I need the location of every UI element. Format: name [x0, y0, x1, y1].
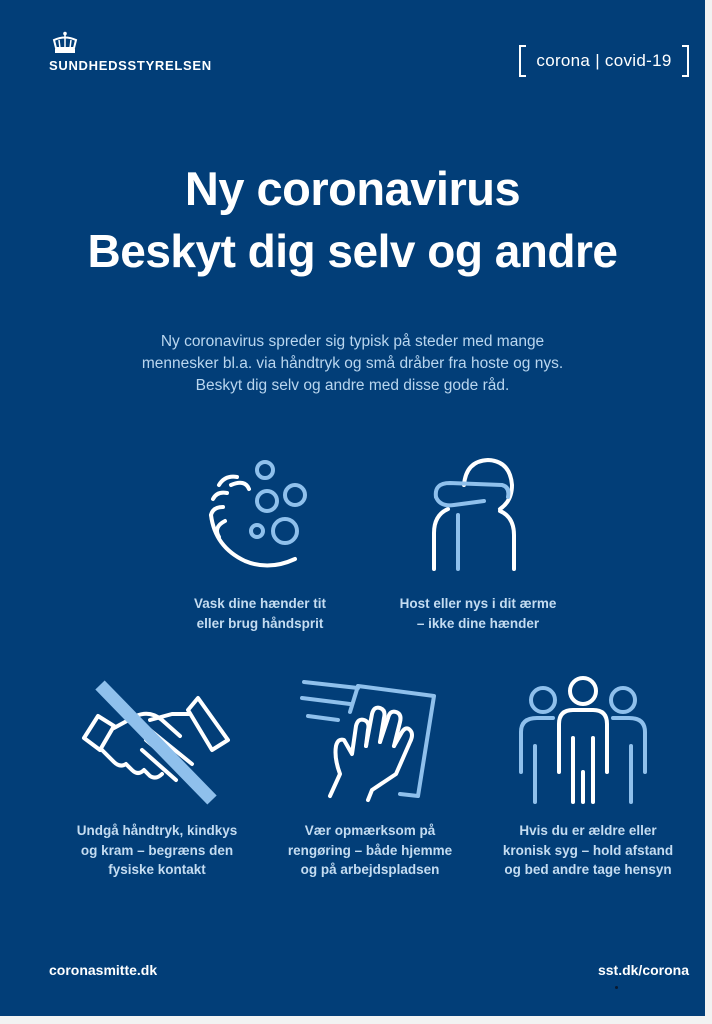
badge-label: corona | covid-19 — [536, 51, 672, 70]
footer-link-sst[interactable]: sst.dk/corona — [597, 962, 689, 978]
caption-line: kronisk syg – hold afstand — [502, 842, 674, 858]
caption-line: og bed andre tage hensyn — [504, 862, 672, 877]
caption-no-handshake — [46, 821, 268, 880]
caption-line: – ikke dine hænder — [416, 615, 540, 631]
caption-line: rengøring – både hjemme — [287, 842, 453, 858]
hand-washing-icon — [205, 455, 315, 575]
caption-line: Vask dine hænder tit — [193, 596, 327, 611]
caption-line: Undgå håndtryk, kindkys — [76, 823, 238, 838]
intro-line-1: Ny coronavirus spreder sig typisk på steder med mange — [160, 333, 545, 350]
no-handshake-icon — [80, 680, 230, 805]
organisation-name: SUNDHEDSSTYRELSEN — [49, 58, 212, 73]
crown-icon — [51, 31, 79, 55]
caption-line: og kram – begræns den — [80, 842, 234, 858]
caption-line: Hvis du er ældre eller — [519, 823, 657, 838]
headline-line-1: Ny coronavirus — [184, 162, 521, 215]
footer-link-coronasmitte[interactable]: coronasmitte.dk — [49, 962, 158, 978]
caption-line: eller brug håndsprit — [196, 615, 324, 631]
keep-distance-icon — [515, 676, 651, 804]
caption-line: fysiske kontakt — [108, 862, 206, 877]
intro-line-2: mennesker bl.a. via håndtryk og små dråber fra hoste og nys. — [141, 355, 564, 372]
caption-line: Vær opmærksom på — [304, 823, 436, 838]
caption-hand-washing — [160, 594, 360, 633]
headline-line-2: Beskyt dig selv og andre — [87, 225, 618, 277]
caption-keep-distance — [478, 821, 698, 880]
caption-line: Host eller nys i dit ærme — [399, 596, 557, 611]
intro-line-3: Beskyt dig selv og andre med disse gode råd. — [195, 377, 510, 394]
cough-elbow-icon — [428, 455, 528, 575]
decorative-dot — [615, 986, 618, 989]
corona-covid-badge — [519, 45, 689, 77]
caption-cough-elbow — [378, 594, 578, 633]
caption-line: og på arbejdspladsen — [300, 862, 440, 877]
caption-cleaning — [260, 821, 480, 880]
sundhedsstyrelsen-logo — [49, 31, 229, 73]
cleaning-icon — [300, 678, 440, 803]
